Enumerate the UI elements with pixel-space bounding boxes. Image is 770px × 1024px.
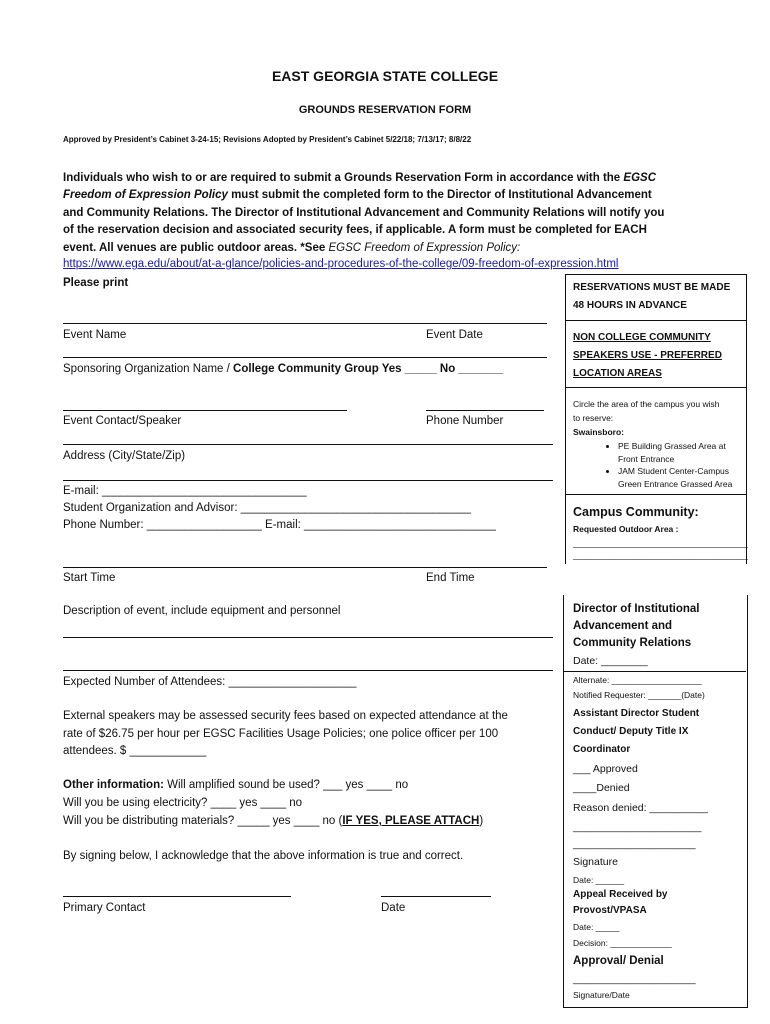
end-time-label: End Time [426, 572, 475, 584]
final-signature-line[interactable]: _____________________ [573, 973, 696, 985]
address-label: Address (City/State/Zip) [63, 450, 186, 462]
sidebar-divider-3 [565, 494, 746, 495]
sponsor-label: Sponsoring Organization Name / College Community Group Yes _____ No _______ [63, 363, 504, 375]
please-print: Please print [63, 277, 129, 289]
sponsor-line[interactable] [63, 357, 547, 358]
acknowledgement: By signing below, I acknowledge that the above information is true and correct. [63, 850, 464, 862]
intro-line-3: and Community Relations. The Director of Institutional Advancement and Community Relations will notify you [63, 207, 665, 219]
intro-line-4: of the reservation decision and associated security fees, if applicable. A form must be completed for EACH [63, 224, 647, 236]
phone-label: Phone Number [426, 415, 504, 427]
attendees-field[interactable]: Expected Number of Attendees: ____________________ [63, 676, 357, 688]
student-org-field[interactable]: Student Organization and Advisor: ____________________________________ [63, 502, 471, 514]
security-fee-field[interactable]: attendees. $ ____________ [63, 745, 207, 757]
requested-area-label: Requested Outdoor Area : [573, 524, 679, 534]
intro-line-1: Individuals who wish to or are required to submit a Grounds Reservation Form in accordance with the EGSC [63, 172, 656, 184]
question-materials[interactable]: Will you be distributing materials? _____ yes ____ no (IF YES, PLEASE ATTACH) [63, 815, 484, 827]
description-line-1[interactable] [63, 637, 553, 638]
circle-instruction-1: Circle the area of the campus you wish [573, 399, 720, 409]
reason-line-2[interactable]: _____________________ [573, 838, 696, 850]
address-line[interactable] [63, 444, 553, 445]
decision-field[interactable]: Decision: _____________ [573, 938, 672, 948]
address-line-2[interactable] [63, 480, 553, 481]
appeal-date-field[interactable]: Date: _____ [573, 922, 620, 932]
security-line-2: rate of $26.75 per hour per EGSC Facilities Usage Policies; one police officer per 100 [63, 728, 499, 740]
intro-line-2: Freedom of Expression Policy must submit the completed form to the Director of Institutional Advancement [63, 189, 652, 201]
time-line[interactable] [63, 567, 547, 568]
intro-line-5: event. All venues are public outdoor areas. *See EGSC Freedom of Expression Policy: [63, 242, 521, 254]
policy-link[interactable]: https://www.ega.edu/about/at-a-glance/policies-and-procedures-of-the-college/09-freedom-of-expression.html [63, 258, 619, 270]
event-name-label: Event Name [63, 329, 127, 341]
primary-contact-label: Primary Contact [63, 902, 146, 914]
sidebar-top-divider [565, 274, 746, 275]
approved-option[interactable]: ___ Approved [573, 763, 638, 775]
alternate-field[interactable]: Alternate: ___________________ [573, 675, 702, 685]
director-date-field[interactable]: Date: ________ [573, 655, 648, 667]
signature-date-label: Signature/Date [573, 990, 630, 1000]
primary-contact-line[interactable] [63, 896, 291, 897]
sidebar-divider-1 [565, 320, 746, 321]
email-field[interactable]: E-mail: ________________________________ [63, 485, 307, 497]
contact-label: Event Contact/Speaker [63, 415, 182, 427]
appeal-heading-2: Provost/VPASA [573, 905, 647, 916]
ncc-heading-1: NON COLLEGE COMMUNITY [573, 332, 711, 343]
asst-director-heading-1: Assistant Director Student [573, 708, 700, 719]
event-name-line[interactable] [63, 323, 547, 324]
ncc-heading-3: LOCATION AREAS [573, 368, 662, 379]
requested-area-line-1[interactable]: _____________________________________ [573, 538, 748, 548]
director-heading-1: Director of Institutional [573, 603, 700, 615]
asst-director-heading-2: Conduct/ Deputy Title IX [573, 726, 689, 737]
denied-option[interactable]: ____Denied [573, 782, 630, 794]
area-option-pe[interactable]: • PE Building Grassed Area at Front Entrance [618, 440, 732, 465]
description-label: Description of event, include equipment and personnel [63, 605, 341, 617]
phone-line[interactable] [426, 410, 544, 411]
signature-date-field[interactable]: Date: ______ [573, 875, 625, 885]
college-title: EAST GEORGIA STATE COLLEGE [271, 68, 499, 84]
requested-area-line-2[interactable]: _____________________________________ [573, 550, 748, 560]
event-date-label: Event Date [426, 329, 483, 341]
circle-instruction-2: to reserve: [573, 413, 614, 423]
date-label: Date [381, 902, 406, 914]
reservation-notice-1: RESERVATIONS MUST BE MADE [573, 282, 731, 293]
start-time-label: Start Time [63, 572, 116, 584]
appeal-heading-1: Appeal Received by [573, 889, 668, 900]
area-option-jam[interactable]: • JAM Student Center-Campus Green Entrance Grassed Area [618, 465, 732, 490]
reason-line-1[interactable]: ______________________ [573, 821, 702, 833]
date-line[interactable] [381, 896, 491, 897]
signature-label: Signature [573, 856, 618, 868]
asst-director-heading-3: Coordinator [573, 744, 631, 755]
ncc-heading-2: SPEAKERS USE - PREFERRED [573, 350, 722, 361]
swainsboro-label: Swainsboro: [573, 427, 625, 437]
question-electricity[interactable]: Will you be using electricity? ____ yes ____ no [63, 797, 303, 809]
reservation-notice-2: 48 HOURS IN ADVANCE [573, 300, 687, 311]
director-heading-2: Advancement and [573, 620, 673, 632]
contact-line[interactable] [63, 410, 347, 411]
director-heading-3: Community Relations [573, 637, 692, 649]
description-line-2[interactable] [63, 670, 553, 671]
security-line-1: External speakers may be assessed security fees based on expected attendance at the [63, 710, 508, 722]
form-title: GROUNDS RESERVATION FORM [298, 104, 472, 116]
reason-denied-field[interactable]: Reason denied: __________ [573, 802, 708, 814]
approval-note: Approved by President’s Cabinet 3-24-15; Revisions Adopted by President’s Cabinet 5/22/18; 7/13/17; 8/8/22 [63, 135, 472, 144]
area-list [604, 440, 732, 490]
approval-denial-heading: Approval/ Denial [573, 955, 664, 967]
notified-requester-field[interactable]: Notified Requester: _______(Date) [573, 690, 705, 700]
sidebar-divider-4 [563, 671, 746, 672]
phone-email-field[interactable]: Phone Number: __________________ E-mail: ______________________________ [63, 519, 496, 531]
question-amplified-sound[interactable]: Other information: Will amplified sound be used? ___ yes ____ no [63, 779, 409, 791]
sidebar-divider-2 [565, 387, 746, 388]
campus-community-heading: Campus Community: [573, 505, 699, 519]
